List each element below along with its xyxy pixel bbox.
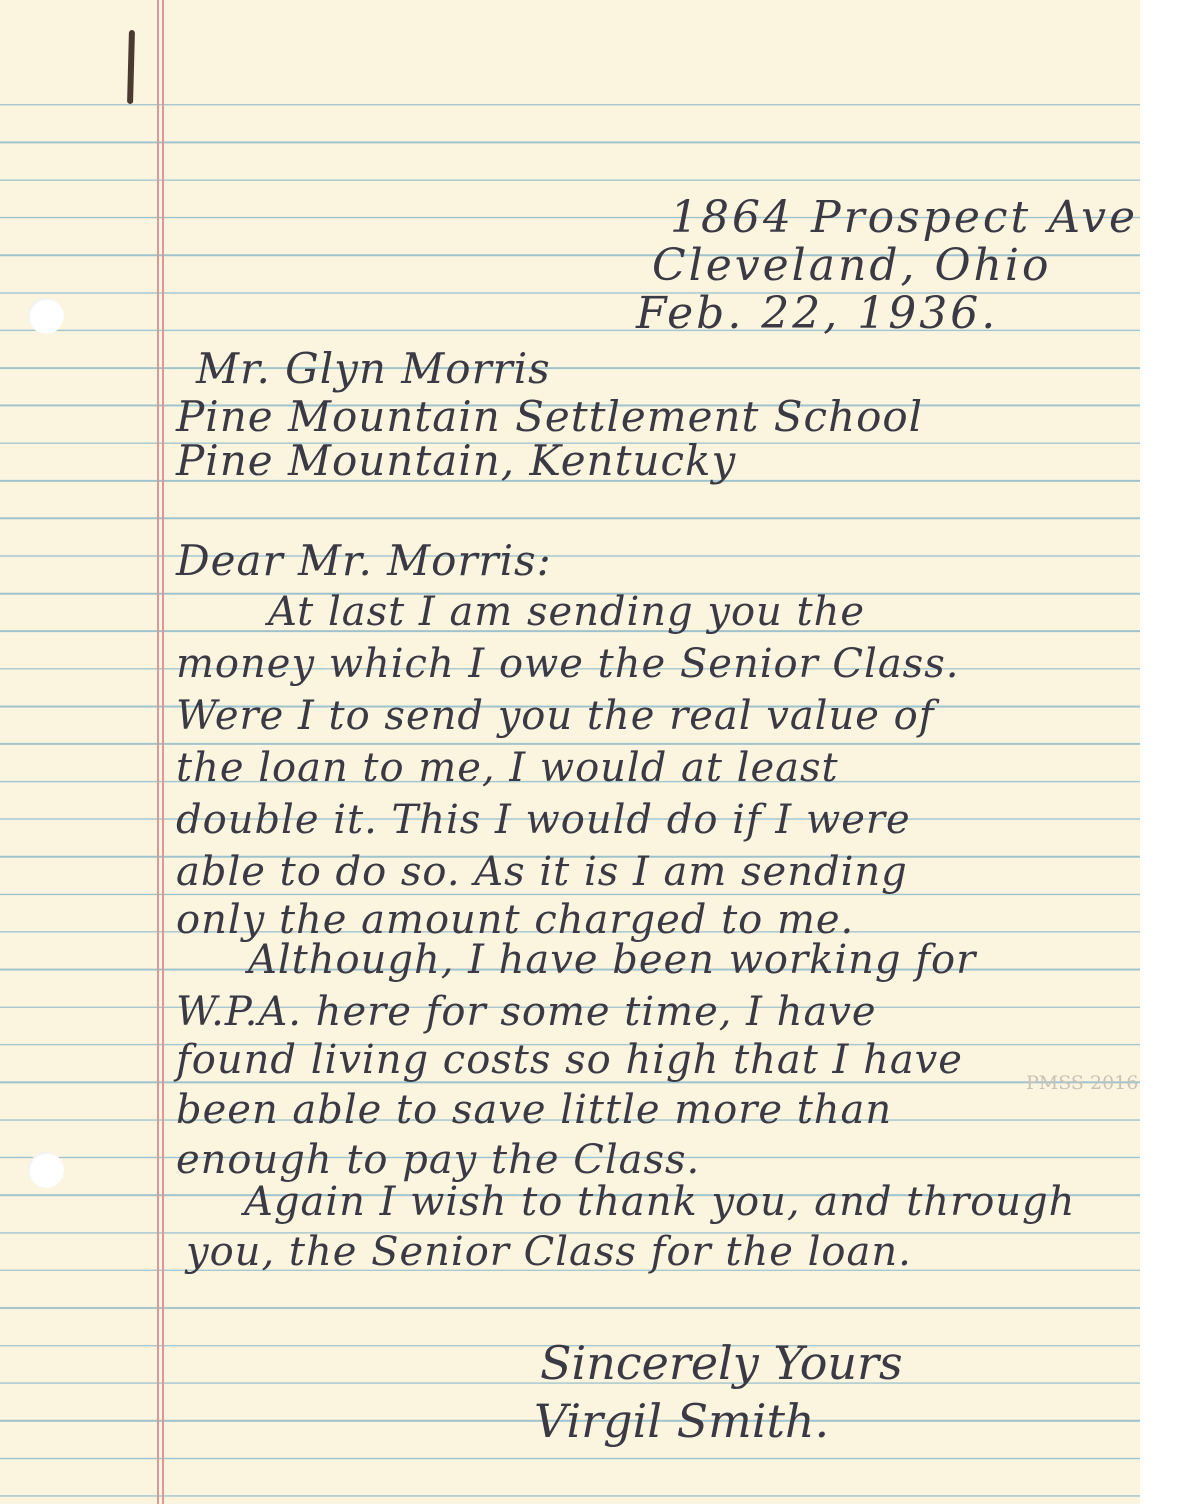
signature: Virgil Smith.: [534, 1394, 830, 1448]
page-edge: [1140, 0, 1200, 1504]
body-line: Were I to send you the real value of: [176, 693, 935, 739]
body-line: you, the Senior Class for the loan.: [186, 1229, 912, 1275]
body-line: the loan to me, I would at least: [176, 745, 839, 791]
body-line: Again I wish to thank you, and through: [244, 1179, 1076, 1225]
recipient-organization: Pine Mountain Settlement School: [176, 392, 924, 441]
pencil-mark: [127, 30, 135, 104]
closing: Sincerely Yours: [540, 1336, 903, 1390]
binder-hole: [28, 1152, 64, 1188]
archive-watermark: PMSS 2016: [1026, 1072, 1139, 1094]
body-line: only the amount charged to me.: [176, 897, 855, 943]
body-line: money which I owe the Senior Class.: [176, 641, 960, 687]
letter-date: Feb. 22, 1936.: [636, 288, 999, 339]
margin-line: [162, 0, 164, 1504]
sender-city: Cleveland, Ohio: [652, 240, 1052, 291]
body-line: found living costs so high that I have: [176, 1037, 963, 1083]
body-line: been able to save little more than: [176, 1087, 893, 1133]
binder-hole: [28, 298, 64, 334]
margin-line: [157, 0, 159, 1504]
body-line: At last I am sending you the: [268, 589, 866, 635]
body-line: W.P.A. here for some time, I have: [176, 989, 877, 1035]
body-line: able to do so. As it is I am sending: [176, 849, 908, 895]
sender-street: 1864 Prospect Ave: [670, 192, 1139, 243]
recipient-name: Mr. Glyn Morris: [196, 344, 551, 393]
body-line: Although, I have been working for: [248, 937, 977, 983]
body-line: enough to pay the Class.: [176, 1137, 701, 1183]
body-line: double it. This I would do if I were: [176, 797, 911, 843]
salutation: Dear Mr. Morris:: [176, 536, 552, 585]
recipient-location: Pine Mountain, Kentucky: [176, 436, 737, 485]
